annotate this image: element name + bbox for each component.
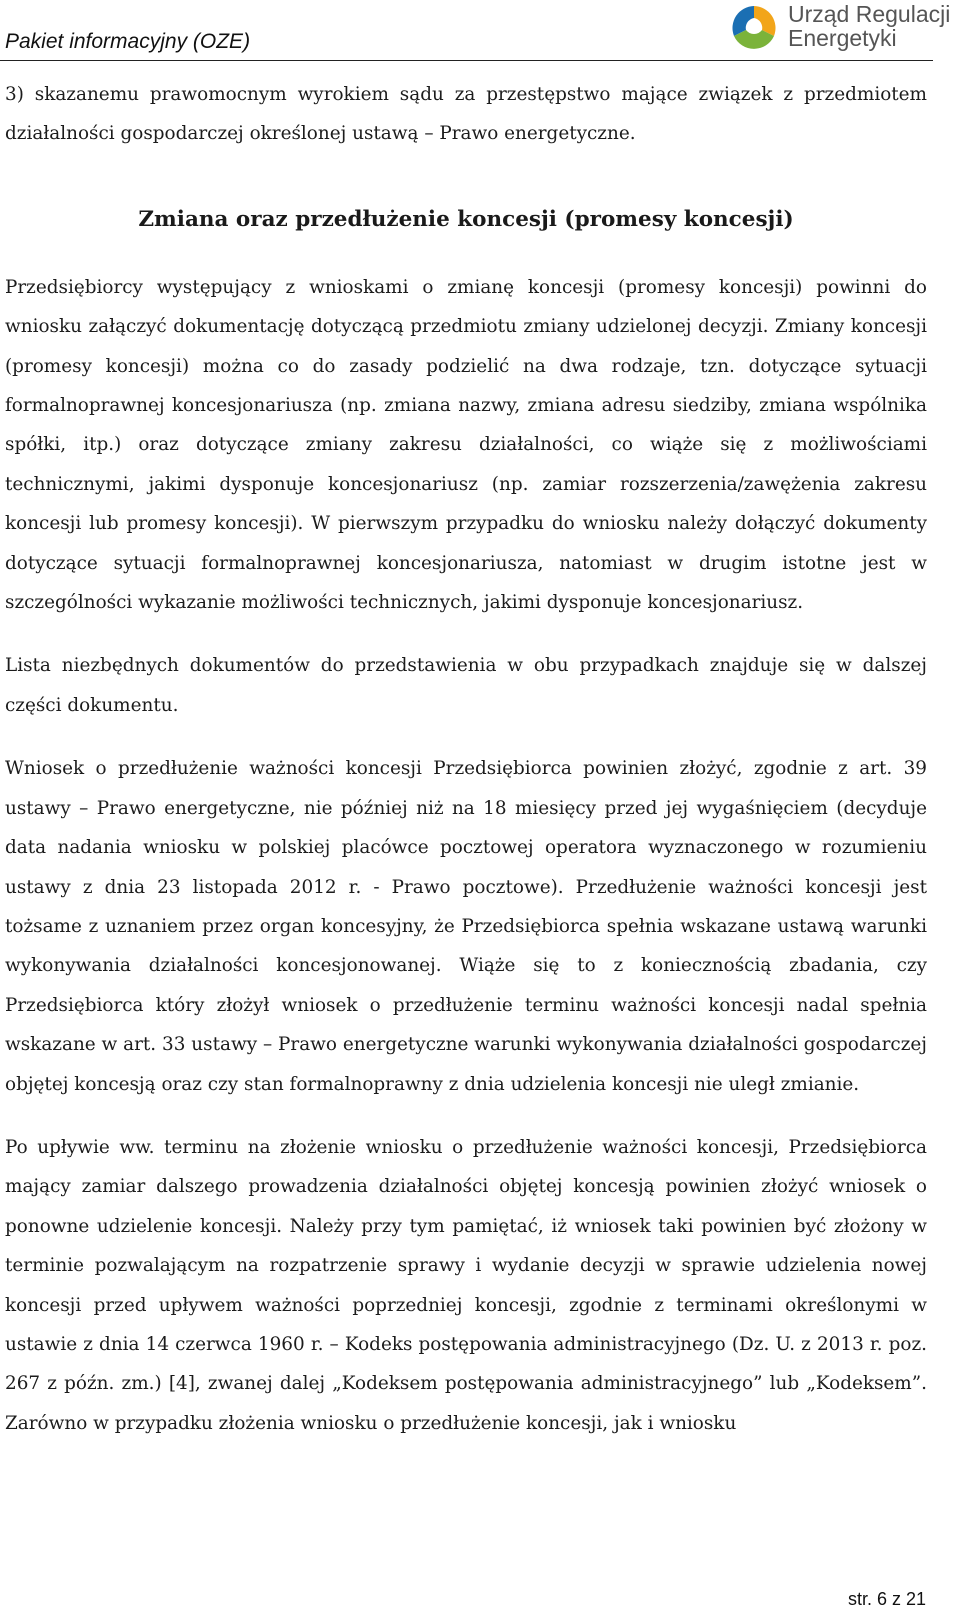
- logo-line-1: Urząd Regulacji: [788, 1, 951, 27]
- ure-logo: [728, 0, 960, 58]
- ure-logo-icon: [728, 2, 780, 54]
- document-body: [5, 75, 927, 1443]
- list-item-3: 3) skazanemu prawomocnym wyrokiem sądu za przestępstwo mające związek z przedmiotem działalności gospodarczej określonej ustawą – Prawo energetyczne.: [5, 84, 927, 145]
- logo-line-2: Energetyki: [788, 25, 897, 51]
- page-header: [0, 0, 960, 62]
- paragraph-document-list: Lista niezbędnych dokumentów do przedstawienia w obu przypadkach znajduje się w dalszej części dokumentu.: [5, 655, 927, 716]
- paragraph-changes: Przedsiębiorcy występujący z wnioskami o zmianę koncesji (promesy koncesji) powinni do wniosku załączyć dokumentację dotyczącą przedmiotu zmiany udzielonej decyzji. Zmiany koncesji (promesy koncesji) można co do zasady podzielić na dwa rodzaje, tzn. dotyczące sytuacji formalnoprawnej koncesjonariusza (np. zmiana nazwy, zmiana adresu siedziby, zmiana wspólnika spółki, itp.) oraz dotyczące zmiany zakresu działalności, co wiąże się z możliwościami technicznymi, jakimi dysponuje koncesjonariusz (np. zamiar rozszerzenia/zawężenia zakresu koncesji lub promesy koncesji). W pierwszym przypadku do wniosku należy dołączyć dokumenty dotyczące sytuacji formalnoprawnej koncesjonariusza, natomiast w drugim istotne jest w szczególności wykazanie możliwości technicznych, jakimi dysponuje koncesjonariusz.: [5, 276, 927, 614]
- document-title: Pakiet informacyjny (OZE): [5, 30, 251, 53]
- section-heading: Zmiana oraz przedłużenie koncesji (promesy koncesji): [138, 206, 794, 232]
- page-number: str. 6 z 21: [847, 1589, 926, 1609]
- paragraph-after-deadline: Po upływie ww. terminu na złożenie wniosku o przedłużenie ważności koncesji, Przedsiębiorca mający zamiar dalszego prowadzenia działalności objętej koncesją powinien złożyć wniosek o ponowne udzielenie koncesji. Należy przy tym pamiętać, iż wniosek taki powinien być złożony w terminie pozwalającym na rozpatrzenie sprawy i wydanie decyzji w sprawie udzielenia nowej koncesji przed upływem ważności poprzedniej koncesji, zgodnie z terminami określonymi w ustawie z dnia 14 czerwca 1960 r. – Kodeks postępowania administracyjnego (Dz. U. z 2013 r. poz. 267 z późn. zm.) [4], zwanej dalej „Kodeksem postępowania administracyjnego” lub „Kodeksem”. Zarówno w przypadku złożenia wniosku o przedłużenie koncesji, jak i wniosku: [5, 1136, 927, 1434]
- logo-text: [788, 2, 950, 50]
- header-divider: [0, 60, 933, 61]
- paragraph-extension: Wniosek o przedłużenie ważności koncesji Przedsiębiorca powinien złożyć, zgodnie z art. 39 ustawy – Prawo energetyczne, nie później niż na 18 miesięcy przed jej wygaśnięciem (decyduje data nadania wniosku w polskiej placówce pocztowej operatora wyznaczonego w rozumieniu ustawy z dnia 23 listopada 2012 r. - Prawo pocztowe). Przedłużenie ważności koncesji jest tożsame z uznaniem przez organ koncesyjny, że Przedsiębiorca spełnia wskazane ustawą warunki wykonywania działalności koncesjonowanej. Wiąże się to z koniecznością zbadania, czy Przedsiębiorca który złożył wniosek o przedłużenie terminu ważności koncesji nadal spełnia wskazane w art. 33 ustawy – Prawo energetyczne warunki wykonywania działalności gospodarczej objętej koncesją oraz czy stan formalnoprawny z dnia udzielenia koncesji nie uległ zmianie.: [5, 758, 927, 1095]
